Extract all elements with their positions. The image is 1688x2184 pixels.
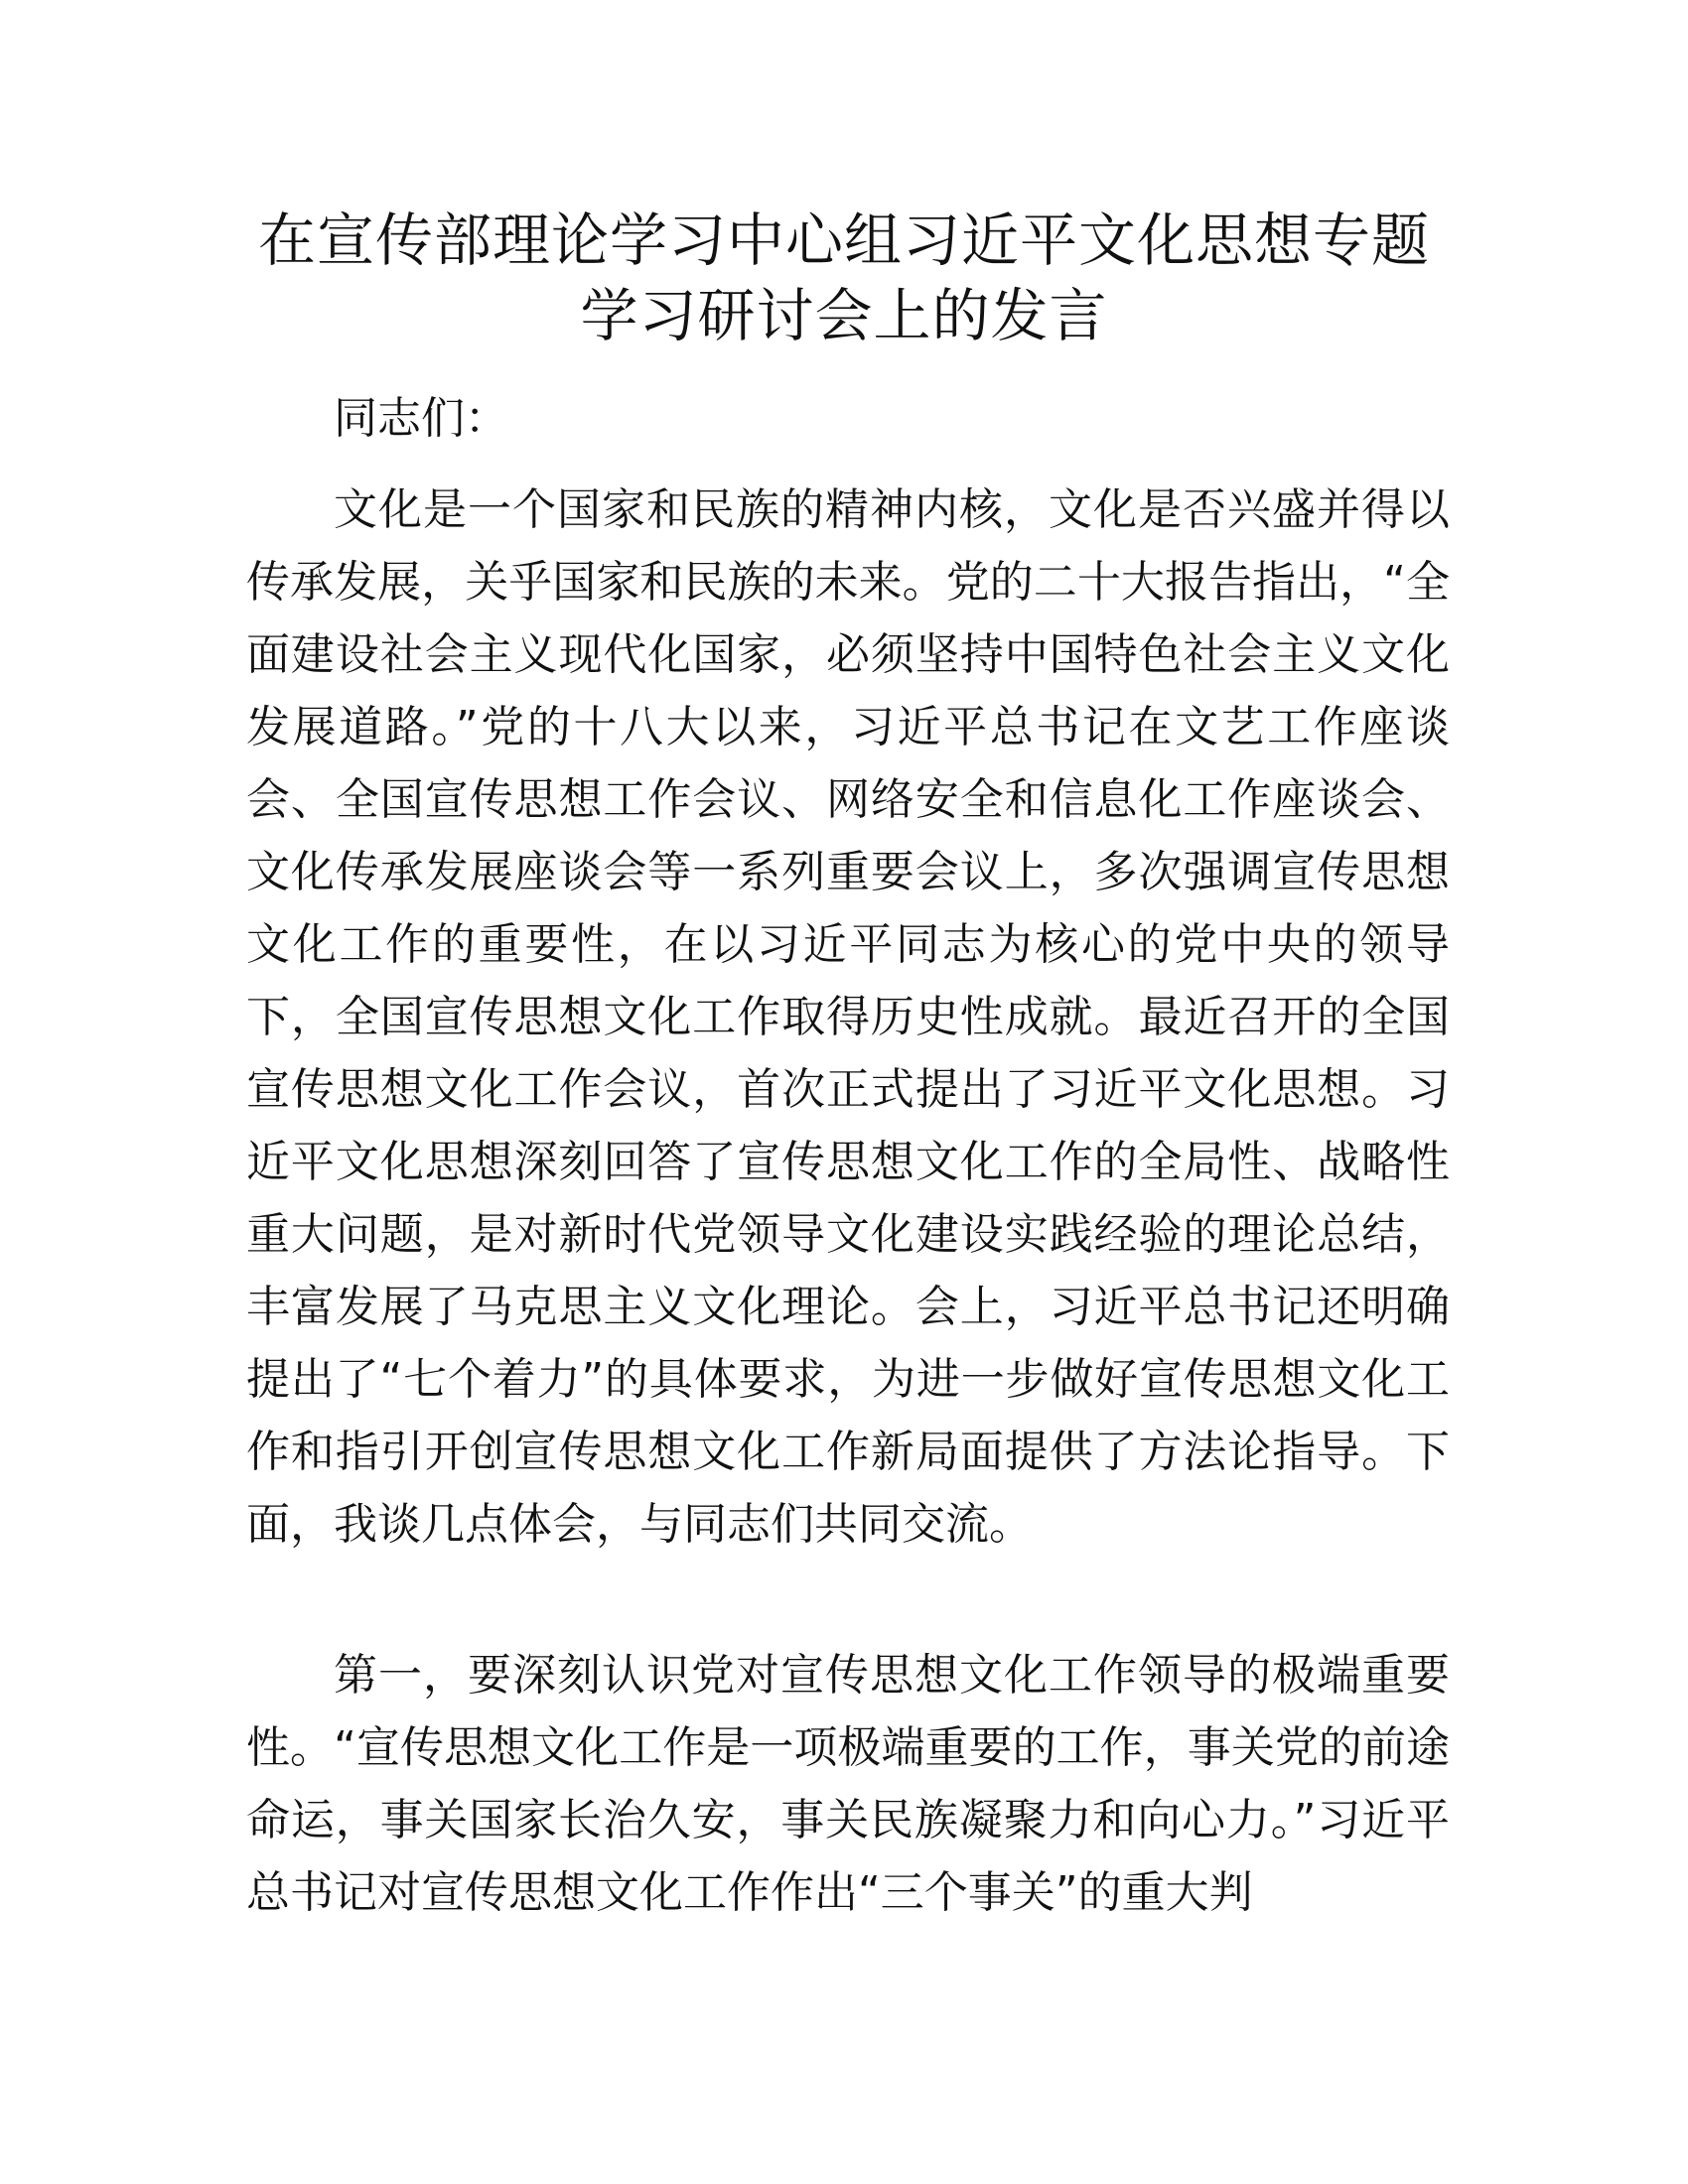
document-title-line-1: 在宣传部理论学习中心组习近平文化思想专题 bbox=[257, 206, 1430, 274]
paragraph-2: 第一，要深刻认识党对宣传思想文化工作领导的极端重要性。“宣传思想文化工作是一项极端重要的工作，事关党的前途命运，事关国家长治久安，事关民族凝聚力和向心力。”习近平总书记对宣传思想文化工作作出“三个事关”的重大判 bbox=[246, 1650, 1450, 1918]
paragraph-1: 文化是一个国家和民族的精神内核，文化是否兴盛并得以传承发展，关乎国家和民族的未来。党的二十大报告指出，“全面建设社会主义现代化国家，必须坚持中国特色社会主义文化发展道路。”党的十八大以来，习近平总书记在文艺工作座谈会、全国宣传思想工作会议、网络安全和信息化工作座谈会、文化传承发展座谈会等一系列重要会议上，多次强调宣传思想文化工作的重要性，在以习近平同志为核心的党中央的领导下，全国宣传思想文化工作取得历史性成就。最近召开的全国宣传思想文化工作会议，首次正式提出了习近平文化思想。习近平文化思想深刻回答了宣传思想文化工作的全局性、战略性重大问题，是对新时代党领导文化建设实践经验的理论总结，丰富发展了马克思主义文化理论。会上，习近平总书记还明确提出了“七个着力”的具体要求，为进一步做好宣传思想文化工作和指引开创宣传思想文化工作新局面提供了方法论指导。下面，我谈几点体会，与同志们共同交流。 bbox=[246, 484, 1450, 1550]
salutation: 同志们： bbox=[334, 393, 508, 444]
document-title-line-2: 学习研讨会上的发言 bbox=[580, 282, 1108, 349]
